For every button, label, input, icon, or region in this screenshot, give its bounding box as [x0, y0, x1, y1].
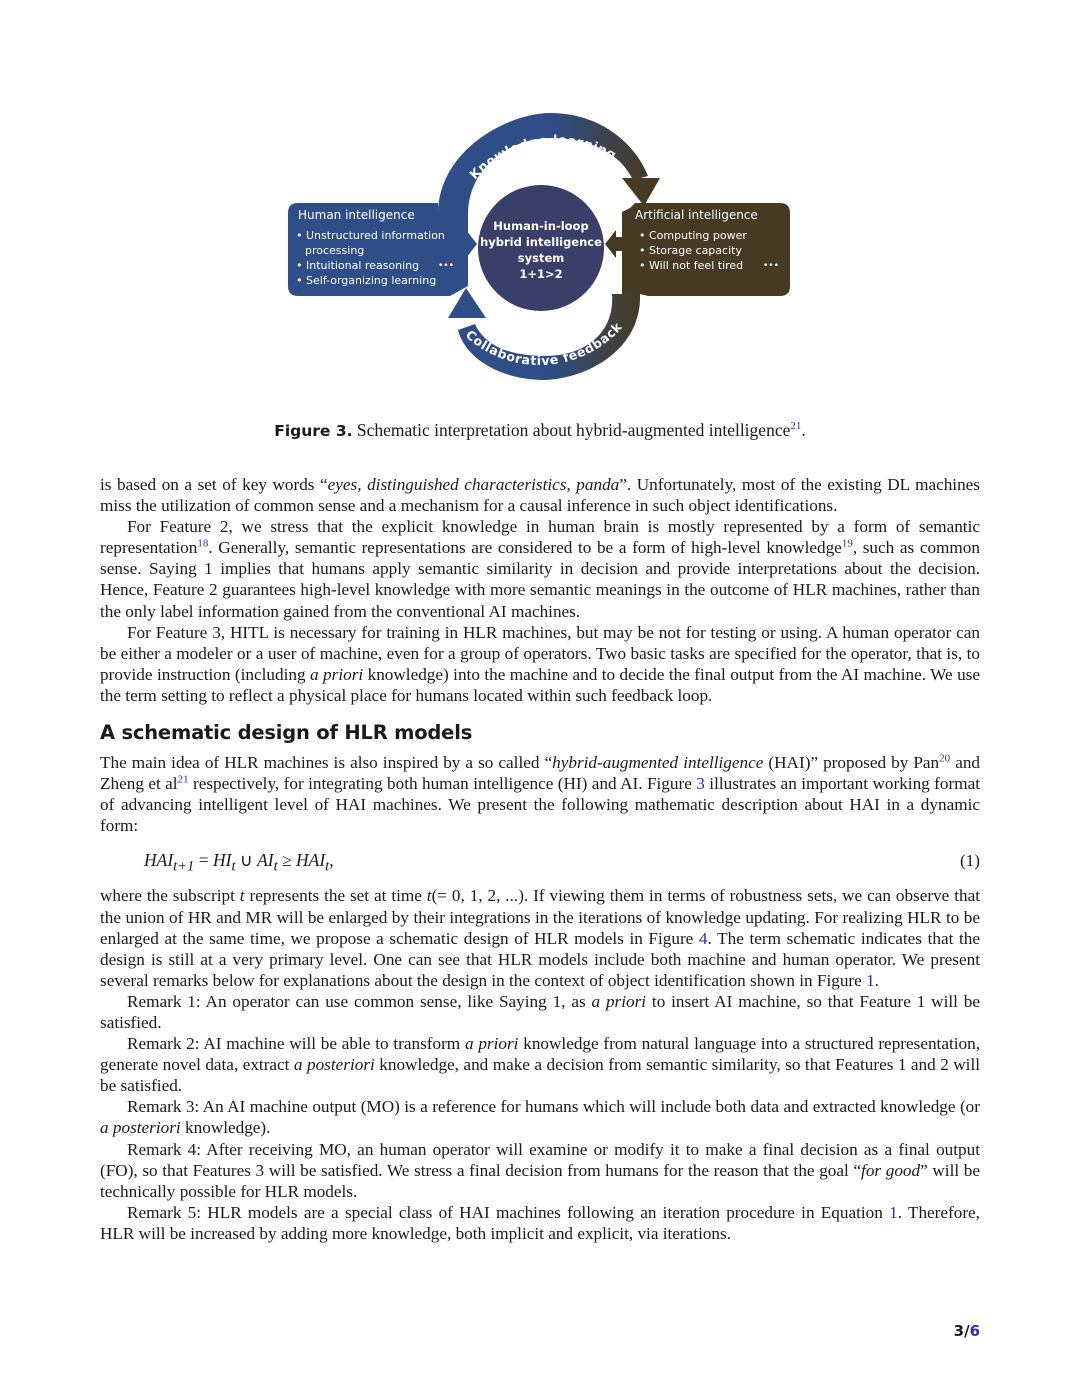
remark-4 [100, 1139, 980, 1202]
text: illustrates an important working format of advancing intelligent level of HAI machines. We present the following mathematic description about HAI in a dynamic form: [100, 774, 980, 836]
current-page: 3 [953, 1322, 965, 1340]
text: . [874, 970, 879, 990]
remark-3 [100, 1096, 980, 1138]
citation-link[interactable]: 21 [790, 420, 802, 433]
text: Remark 3: An AI machine output (MO) is a reference for humans which will include both data and extracted knowledge (or [127, 1097, 980, 1117]
italic-text: for good [861, 1160, 921, 1180]
italic-text: a priori [310, 664, 364, 684]
collaborative-feedback-label: Collaborative feedback [462, 318, 625, 369]
italic-text: eyes, distinguished characteristics, panda [327, 475, 620, 494]
text: is based on a set of key words “ [100, 475, 328, 494]
center-line: 1+1>2 [519, 267, 563, 281]
text: knowledge from natural language into a structured representation, generate novel data, extract [100, 1034, 980, 1075]
remark-5 [100, 1202, 980, 1244]
page-separator: / [964, 1322, 970, 1340]
text: and Zheng et al [100, 753, 981, 794]
italic-text: hybrid-augmented intelligence [552, 753, 764, 773]
paragraph [100, 622, 980, 706]
ai-item: • Storage capacity [639, 244, 742, 257]
text: . Generally, semantic representations are considered to be a form of high-level knowledge [208, 538, 842, 558]
paragraph [100, 752, 980, 836]
italic-text: a posteriori [293, 1055, 375, 1075]
total-pages-link[interactable]: 6 [969, 1322, 980, 1340]
human-item: processing [305, 244, 365, 257]
italic-text: a priori [591, 991, 647, 1011]
text: . Therefore, HLR will be increased by adding more knowledge, both implicit and explicit, via iterations. [100, 1202, 980, 1243]
citation-link[interactable]: 21 [177, 773, 189, 786]
body-text [100, 474, 980, 1244]
artificial-intelligence-box [605, 203, 790, 296]
human-item: • Unstructured information [296, 229, 445, 242]
paragraph [100, 516, 980, 621]
human-intelligence-box [288, 203, 477, 296]
text: knowledge, and make a decision from semantic similarity, so that Features 1 and 2 will be satisfied. [100, 1055, 980, 1096]
text: For Feature 3, HITL is necessary for training in HLR machines, but may be not for testing or using. A human operator can be either a modeler or a user of machine, even for a group of operators. Two basic tasks are specified for the operator, that is, to provide instruction (including [100, 622, 980, 684]
equation-number: (1) [959, 851, 980, 871]
text: ” will be technically possible for HLR models. [100, 1160, 980, 1201]
figure-link[interactable]: 4 [698, 928, 708, 948]
center-line: Human-in-loop [493, 219, 589, 233]
citation-link[interactable]: 19 [841, 537, 853, 550]
text: knowledge) into the machine and to decide the final output from the AI machine. We use the term setting to reflect a physical place for humans located within such feedback loop. [100, 664, 980, 705]
ai-item: • Computing power [639, 229, 747, 242]
text: knowledge). [180, 1118, 271, 1138]
text: ”. Unfortunately, most of the existing DL machines miss the utilization of common sense and a mechanism for a causal inference in such object identifications. [100, 475, 980, 516]
ai-ellipsis: ••• [763, 261, 779, 271]
italic-text: a posteriori [100, 1118, 181, 1138]
equation-1 [100, 850, 980, 874]
remark-2 [100, 1033, 980, 1096]
italic-text: t [239, 886, 245, 906]
text: (= 0, 1, 2, ...). If viewing them in terms of robustness sets, we can observe that the union of HR and MR will be enlarged by their integrations in the iterations of knowledge updating. For realizing HLR to be enlarged at the same time, we propose a schematic design of HLR models in Figure [100, 886, 981, 948]
human-intelligence-title: Human intelligence [298, 208, 415, 222]
figure-caption [0, 420, 1080, 441]
paragraph [100, 885, 980, 990]
human-item: • Self-organizing learning [296, 274, 437, 287]
caption-end: . [801, 420, 806, 440]
equation-expression: $HAI_{t+1} = HI_t$ ∪ $AI_t \ge HAI_t$, [144, 850, 334, 875]
remark-1 [100, 991, 980, 1033]
figure-link[interactable]: 3 [696, 774, 705, 794]
text: represents the set at time [244, 886, 427, 906]
section-heading: A schematic design of HLR models [100, 721, 473, 745]
text: (HAI)” proposed by Pan [763, 753, 940, 773]
equation-link[interactable]: 1 [889, 1202, 898, 1222]
citation-link[interactable]: 18 [197, 537, 209, 550]
italic-text: a priori [464, 1034, 519, 1054]
text: where the subscript [100, 886, 240, 906]
text: to insert AI machine, so that Feature 1 will be satisfied. [100, 991, 980, 1032]
human-item: • Intuitional reasoning [296, 259, 420, 272]
ai-title: Artificial intelligence [635, 208, 758, 222]
figure-link[interactable]: 1 [866, 970, 875, 990]
ai-item: • Will not feel tired [639, 259, 744, 272]
figure-3-diagram [280, 108, 800, 390]
paragraph [100, 474, 980, 516]
italic-text: t [426, 886, 432, 906]
text: Remark 2: AI machine will be able to transform [127, 1034, 465, 1054]
citation-link[interactable]: 20 [939, 752, 951, 765]
knowledge-learning-label: Knowledge learning [466, 131, 620, 183]
human-ellipsis: ••• [438, 261, 454, 271]
text: Remark 1: An operator can use common sense, like Saying 1, as [127, 991, 592, 1011]
text: The main idea of HLR machines is also inspired by a so called “ [100, 753, 553, 773]
text: For Feature 2, we stress that the explicit knowledge in human brain is mostly represented by a form of semantic representation [100, 517, 980, 558]
text: . The term schematic indicates that the design is still at a very primary level. One can see that HLR models include both machine and human operator. We present several remarks below for explanations about the design in the context of object identification shown in Figure [100, 928, 980, 990]
text: Remark 5: HLR models are a special class of HAI machines following an iteration procedure in Equation [127, 1202, 890, 1222]
text: respectively, for integrating both human intelligence (HI) and AI. Figure [188, 774, 697, 794]
text: , such as common sense. Saying 1 implies that humans apply semantic similarity in decision and provide interpretations about the decision. Hence, Feature 2 guarantees high-level knowledge with more semantic meanings in the outcome of HLR machines, rather than the only label information gained from the conventional AI machines. [100, 538, 980, 621]
text: Remark 4: After receiving MO, an human operator will examine or modify it to make a final decision as a final output (FO), so that Features 3 will be satisfied. We stress a final decision from humans for the reason that the goal “ [100, 1139, 980, 1180]
page-number [954, 1322, 980, 1340]
caption-text: Schematic interpretation about hybrid-augmented intelligence [352, 420, 791, 440]
hybrid-intelligence-circle [478, 185, 604, 311]
center-line: system [517, 251, 565, 265]
center-line: hybrid intelligence [480, 235, 602, 249]
caption-label: Figure 3. [274, 422, 353, 440]
